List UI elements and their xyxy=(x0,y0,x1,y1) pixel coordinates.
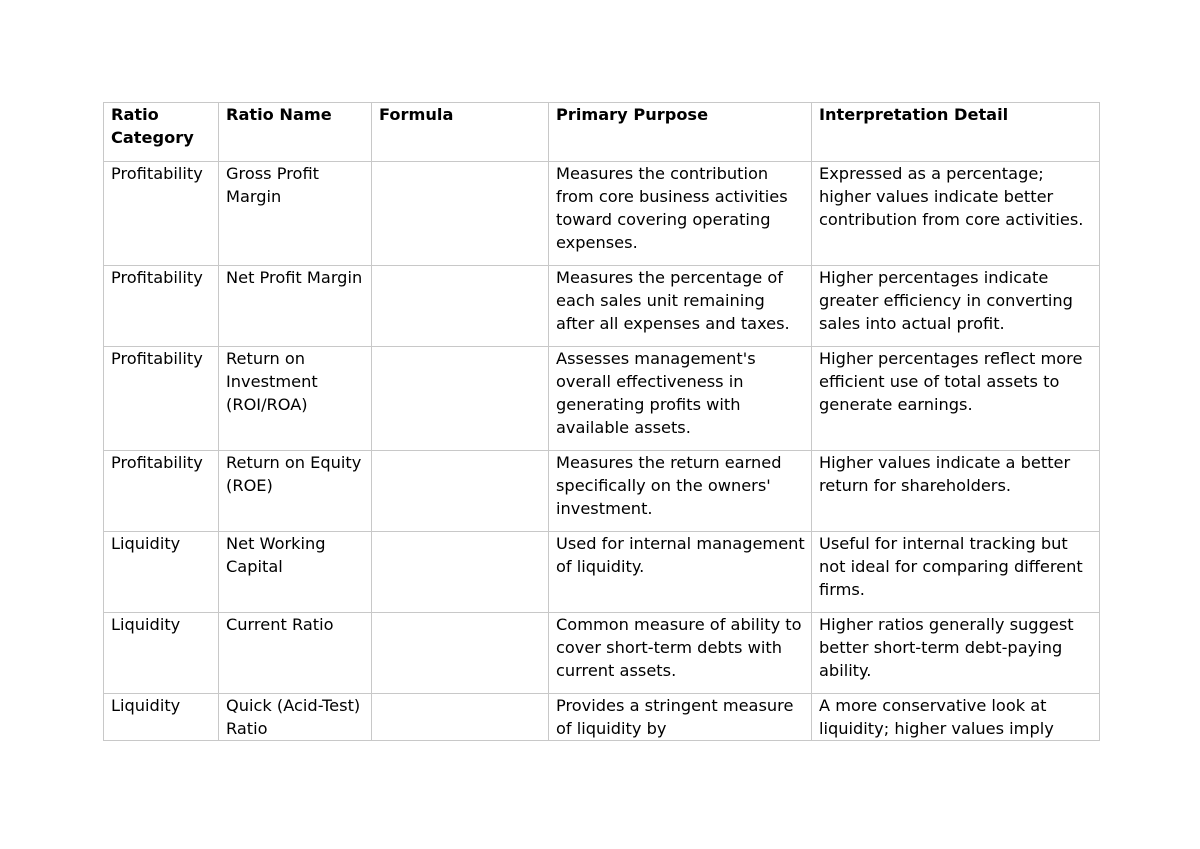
cell-ratio-name: Current Ratio xyxy=(219,613,372,694)
table-row xyxy=(104,162,1100,266)
cell-formula xyxy=(372,347,549,451)
cell-ratio-name: Gross Profit Margin xyxy=(219,162,372,266)
table-row xyxy=(104,694,1100,741)
cell-ratio-name: Quick (Acid-Test) Ratio xyxy=(219,694,372,741)
cell-purpose: Measures the contribution from core business activities toward covering operating expenses. xyxy=(549,162,812,266)
cell-formula xyxy=(372,532,549,613)
cell-interpretation: A more conservative look at liquidity; higher values imply xyxy=(812,694,1100,741)
header-interpretation-detail: Interpretation Detail xyxy=(812,103,1100,162)
cell-interpretation: Higher percentages reflect more efficient use of total assets to generate earnings. xyxy=(812,347,1100,451)
cell-formula xyxy=(372,694,549,741)
table-row xyxy=(104,451,1100,532)
header-primary-purpose: Primary Purpose xyxy=(549,103,812,162)
header-ratio-category: Ratio Category xyxy=(104,103,219,162)
table-row xyxy=(104,532,1100,613)
cell-category: Liquidity xyxy=(104,694,219,741)
cell-purpose: Common measure of ability to cover short-term debts with current assets. xyxy=(549,613,812,694)
cell-interpretation: Expressed as a percentage; higher values indicate better contribution from core activities. xyxy=(812,162,1100,266)
cell-formula xyxy=(372,266,549,347)
table-header-row xyxy=(104,103,1100,162)
cell-category: Liquidity xyxy=(104,613,219,694)
cell-formula xyxy=(372,162,549,266)
cell-interpretation: Higher values indicate a better return for shareholders. xyxy=(812,451,1100,532)
cell-interpretation: Higher ratios generally suggest better short-term debt-paying ability. xyxy=(812,613,1100,694)
cell-ratio-name: Return on Equity (ROE) xyxy=(219,451,372,532)
cell-category: Profitability xyxy=(104,451,219,532)
cell-ratio-name: Net Working Capital xyxy=(219,532,372,613)
cell-purpose: Assesses management's overall effectiveness in generating profits with available assets. xyxy=(549,347,812,451)
cell-purpose: Used for internal management of liquidity. xyxy=(549,532,812,613)
cell-category: Profitability xyxy=(104,266,219,347)
cell-category: Profitability xyxy=(104,162,219,266)
cell-ratio-name: Net Profit Margin xyxy=(219,266,372,347)
financial-ratios-table xyxy=(103,102,1100,741)
cell-interpretation: Useful for internal tracking but not ideal for comparing different firms. xyxy=(812,532,1100,613)
table-row xyxy=(104,266,1100,347)
table-row xyxy=(104,613,1100,694)
cell-formula xyxy=(372,451,549,532)
cell-purpose: Provides a stringent measure of liquidity by xyxy=(549,694,812,741)
header-formula: Formula xyxy=(372,103,549,162)
table-row xyxy=(104,347,1100,451)
cell-category: Liquidity xyxy=(104,532,219,613)
cell-interpretation: Higher percentages indicate greater efficiency in converting sales into actual profit. xyxy=(812,266,1100,347)
cell-purpose: Measures the return earned specifically on the owners' investment. xyxy=(549,451,812,532)
cell-ratio-name: Return on Investment (ROI/ROA) xyxy=(219,347,372,451)
cell-category: Profitability xyxy=(104,347,219,451)
cell-formula xyxy=(372,613,549,694)
header-ratio-name: Ratio Name xyxy=(219,103,372,162)
cell-purpose: Measures the percentage of each sales unit remaining after all expenses and taxes. xyxy=(549,266,812,347)
